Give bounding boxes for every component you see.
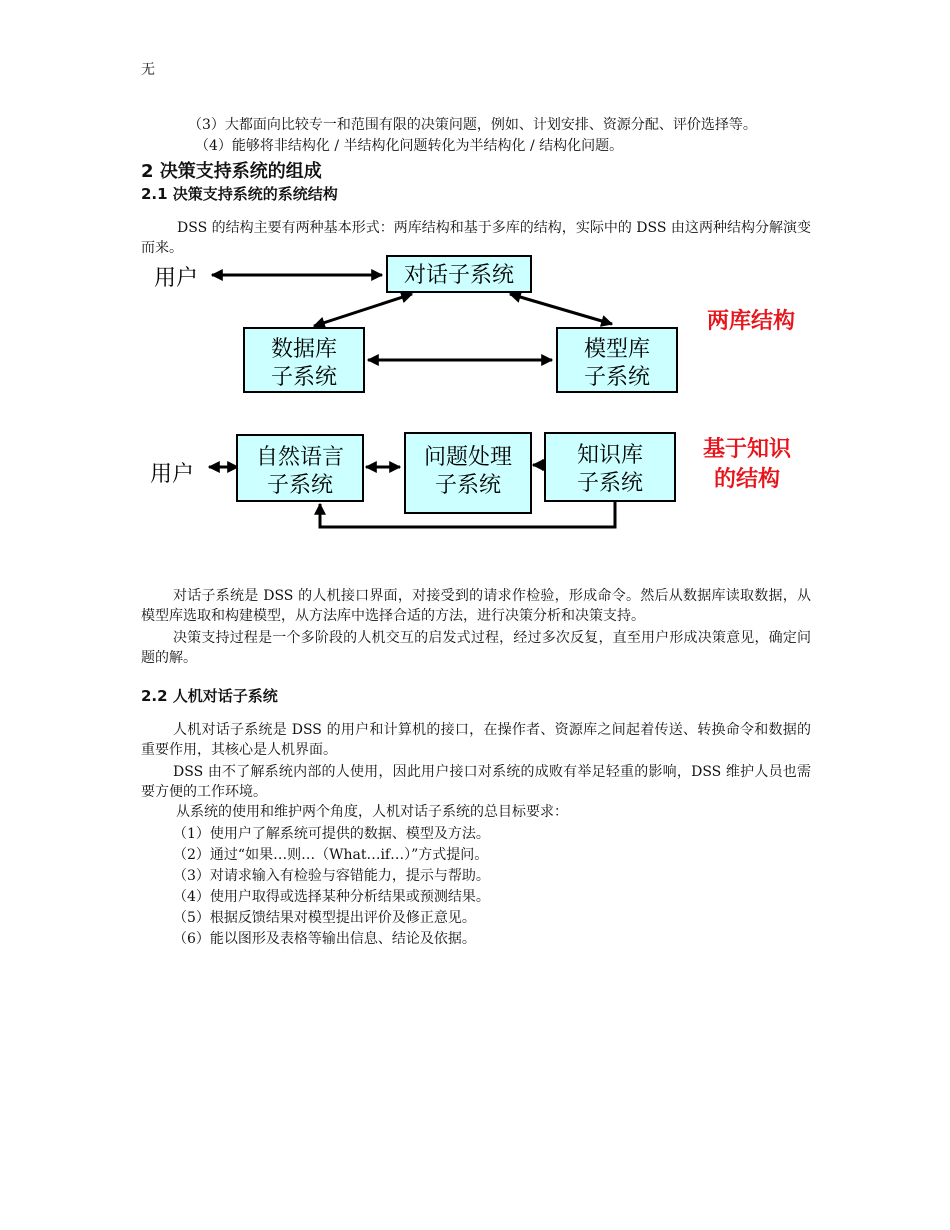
svg-text:对话子系统: 对话子系统 — [403, 263, 515, 288]
svg-text:问题处理: 问题处理 — [423, 445, 513, 470]
dialog-database-arrow — [314, 294, 412, 326]
intro-item-3: （3）大都面向比较专一和范围有限的决策问题，例如、计划安排、资源分配、评价选择等。 — [188, 117, 757, 133]
nlp-subsystem-box — [237, 435, 363, 501]
problem-processing-subsystem-box — [405, 433, 531, 513]
model-subsystem-box — [557, 328, 677, 392]
hci-goal-1: （1）使用户了解系统可提供的数据、模型及方法。 — [173, 826, 490, 842]
section-2-2-title: 2.2 人机对话子系统 — [141, 687, 278, 705]
section-2-1-paragraph: DSS 的结构主要有两种基本形式：两库结构和基于多库的结构，实际中的 DSS 由这两种结构分解演变而来。 — [141, 220, 811, 256]
bottom-user-label: 用户 — [150, 462, 195, 487]
svg-text:数据库: 数据库 — [270, 337, 338, 362]
svg-text:子系统: 子系统 — [583, 365, 651, 390]
knowledge-base-subsystem-box — [545, 433, 675, 501]
hci-paragraph-2: DSS 由不了解系统内部的人使用，因此用户接口对系统的成败有举足轻重的影响，DSS 维护人员也需要方便的工作环境。 — [141, 764, 811, 800]
hci-goal-4: （4）使用户取得或选择某种分析结果或预测结果。 — [173, 889, 490, 905]
svg-text:模型库: 模型库 — [583, 337, 651, 362]
decision-process-paragraph: 决策支持过程是一个多阶段的人机交互的启发式过程，经过多次反复，直至用户形成决策意见，确定问题的解。 — [141, 630, 811, 666]
svg-text:子系统: 子系统 — [266, 473, 334, 498]
database-subsystem-box — [244, 328, 364, 392]
hci-goal-3: （3）对请求输入有检验与容错能力，提示与帮助。 — [173, 868, 490, 884]
svg-text:知识库: 知识库 — [576, 443, 644, 468]
dss-structure-diagram — [0, 0, 950, 560]
knowledge-structure-label-line2: 的结构 — [713, 467, 781, 492]
hci-goal-5: （5）根据反馈结果对模型提出评价及修正意见。 — [173, 910, 476, 926]
hci-goal-6: （6）能以图形及表格等输出信息、结论及依据。 — [173, 931, 476, 947]
svg-text:子系统: 子系统 — [434, 473, 502, 498]
hci-goal-2: （2）通过“如果…则…（What…if…）”方式提问。 — [173, 847, 489, 863]
dialog-subsystem-box — [387, 256, 531, 292]
dialog-subsystem-paragraph: 对话子系统是 DSS 的人机接口界面，对接受到的请求作检验，形成命令。然后从数据库读取数据，从模型库选取和构建模型，从方法库中选择合适的方法，进行决策分析和决策支持。 — [141, 588, 811, 624]
hci-paragraph-1: 人机对话子系统是 DSS 的用户和计算机的接口，在操作者、资源库之间起着传送、转换命令和数据的重要作用，其核心是人机界面。 — [141, 722, 811, 758]
section-2-1-title: 2.1 决策支持系统的系统结构 — [141, 185, 338, 203]
two-base-structure-label: 两库结构 — [706, 309, 796, 334]
svg-text:子系统: 子系统 — [270, 365, 338, 390]
svg-text:子系统: 子系统 — [576, 471, 644, 496]
svg-text:自然语言: 自然语言 — [255, 445, 345, 470]
section-2-title: 2 决策支持系统的组成 — [141, 161, 322, 182]
hci-goals-lead: 从系统的使用和维护两个角度，人机对话子系统的总目标要求： — [176, 804, 568, 820]
top-user-label: 用户 — [154, 266, 199, 291]
intro-item-4: （4）能够将非结构化 / 半结构化问题转化为半结构化 / 结构化问题。 — [195, 138, 624, 154]
knowledge-structure-label-line1: 基于知识 — [702, 437, 792, 462]
dialog-model-arrow — [510, 294, 612, 324]
header-mark: 无 — [141, 62, 155, 78]
